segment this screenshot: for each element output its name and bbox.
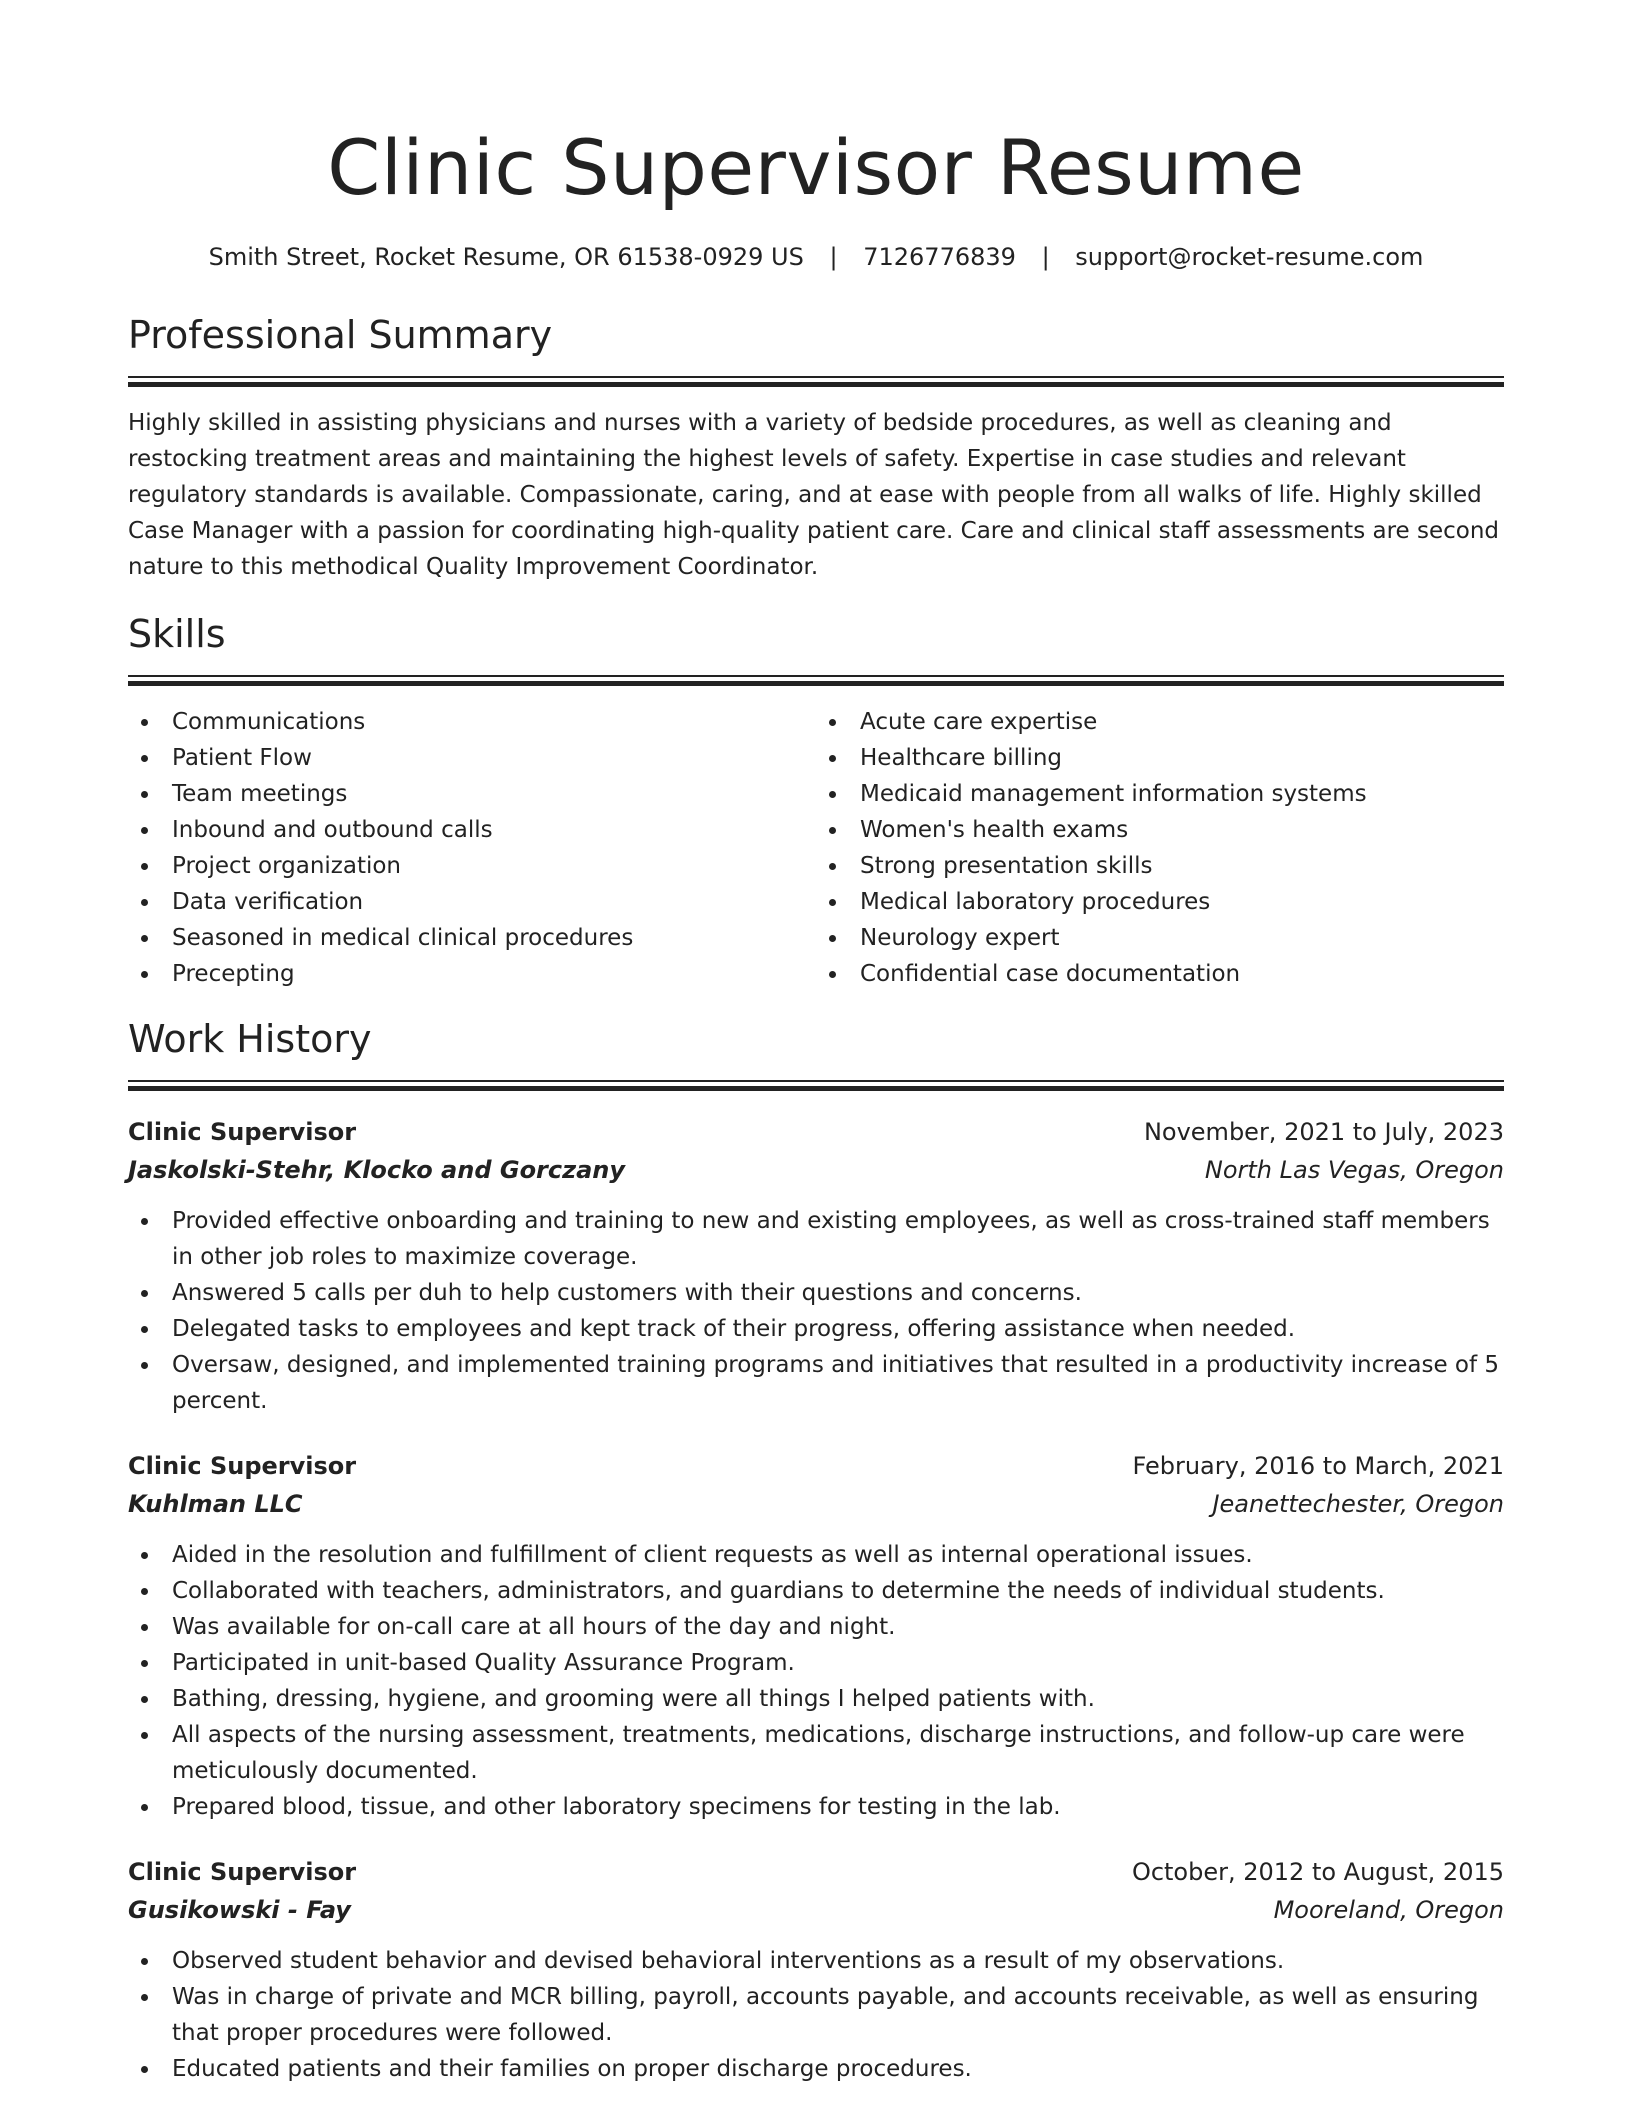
work-history-heading: Work History (128, 1017, 372, 1061)
job-header-row (128, 1853, 1504, 1891)
job-header-row (128, 1113, 1504, 1151)
skill-item: Neurology expert (816, 920, 1504, 956)
skill-item: Confidential case documentation (816, 956, 1504, 992)
skill-item: Inbound and outbound calls (128, 812, 816, 848)
summary-heading: Professional Summary (128, 313, 553, 357)
job-bullets (128, 1203, 1504, 1419)
job-location: Mooreland, Oregon (1273, 1896, 1504, 1924)
section-divider (128, 1080, 1504, 1091)
resume-title: Clinic Supervisor Resume (327, 123, 1305, 212)
contact-phone: 7126776839 (863, 243, 1016, 271)
job-bullet: Prepared blood, tissue, and other laboratory specimens for testing in the lab. (128, 1789, 1504, 1825)
skill-item: Patient Flow (128, 740, 816, 776)
job-location: Jeanettechester, Oregon (1212, 1490, 1504, 1518)
skills-list-left (128, 704, 816, 992)
job-location: North Las Vegas, Oregon (1204, 1156, 1504, 1184)
skill-item: Women's health exams (816, 812, 1504, 848)
contact-email: support@rocket-resume.com (1075, 243, 1424, 271)
section-divider (128, 675, 1504, 686)
skill-item: Strong presentation skills (816, 848, 1504, 884)
job-title: Clinic Supervisor (128, 1858, 357, 1886)
job-bullet: Answered 5 calls per duh to help customers with their questions and concerns. (128, 1275, 1504, 1311)
contact-address: Smith Street, Rocket Resume, OR 61538-0929 US (208, 243, 804, 271)
contact-separator: | (829, 243, 838, 271)
job-company-row (128, 1485, 1504, 1523)
job-bullet: Collaborated with teachers, administrators, and guardians to determine the needs of individual students. (128, 1573, 1504, 1609)
job-bullet: Bathing, dressing, hygiene, and grooming were all things I helped patients with. (128, 1681, 1504, 1717)
job-bullet: Aided in the resolution and fulfillment of client requests as well as internal operational issues. (128, 1537, 1504, 1573)
job-bullets (128, 1943, 1504, 2087)
job-company-row (128, 1151, 1504, 1189)
skill-item: Communications (128, 704, 816, 740)
job-bullet: Educated patients and their families on proper discharge procedures. (128, 2051, 1504, 2087)
job-company: Kuhlman LLC (128, 1490, 303, 1518)
skill-item: Project organization (128, 848, 816, 884)
job-bullet: Participated in unit-based Quality Assurance Program. (128, 1645, 1504, 1681)
job-bullets (128, 1537, 1504, 1825)
contact-separator: | (1041, 243, 1050, 271)
contact-line (128, 240, 1504, 274)
skill-item: Acute care expertise (816, 704, 1504, 740)
job-bullet: Oversaw, designed, and implemented training programs and initiatives that resulted in a productivity increase of 5 percent. (128, 1347, 1504, 1419)
skills-section (128, 609, 1504, 992)
job-dates: October, 2012 to August, 2015 (1131, 1858, 1504, 1886)
work-history-section (128, 1014, 1504, 2087)
job-company-row (128, 1891, 1504, 1929)
skill-item: Seasoned in medical clinical procedures (128, 920, 816, 956)
section-divider (128, 376, 1504, 387)
skill-item: Team meetings (128, 776, 816, 812)
skill-item: Medicaid management information systems (816, 776, 1504, 812)
skills-heading: Skills (128, 612, 226, 656)
job-entry (128, 1447, 1504, 1825)
skills-list-right (816, 704, 1504, 992)
skill-item: Healthcare billing (816, 740, 1504, 776)
summary-section (128, 310, 1504, 585)
job-title: Clinic Supervisor (128, 1452, 357, 1480)
skill-item: Precepting (128, 956, 816, 992)
job-bullet: Provided effective onboarding and training to new and existing employees, as well as cross-trained staff members in other job roles to maximize coverage. (128, 1203, 1504, 1275)
job-bullet: All aspects of the nursing assessment, treatments, medications, discharge instructions, and follow-up care were meticulously documented. (128, 1717, 1504, 1789)
job-company: Jaskolski-Stehr, Klocko and Gorczany (128, 1156, 626, 1184)
skills-columns (128, 704, 1504, 992)
job-title: Clinic Supervisor (128, 1118, 357, 1146)
job-bullet: Was in charge of private and MCR billing, payroll, accounts payable, and accounts receivable, as well as ensuring that proper procedures were followed. (128, 1979, 1504, 2051)
job-dates: November, 2021 to July, 2023 (1143, 1118, 1504, 1146)
summary-text: Highly skilled in assisting physicians and nurses with a variety of bedside procedures, as well as cleaning and restocking treatment areas and maintaining the highest levels of safety. Expertise in case studies and relevant regulatory standards is available. Compassionate, caring, and at ease with people from all walks of life. Highly skilled Case Manager with a passion for coordinating high-quality patient care. Care and clinical staff assessments are second nature to this methodical Quality Improvement Coordinator. (128, 410, 1500, 580)
skill-item: Data verification (128, 884, 816, 920)
job-header-row (128, 1447, 1504, 1485)
job-company: Gusikowski - Fay (128, 1896, 351, 1924)
job-dates: February, 2016 to March, 2021 (1132, 1452, 1504, 1480)
skill-item: Medical laboratory procedures (816, 884, 1504, 920)
job-bullet: Was available for on-call care at all hours of the day and night. (128, 1609, 1504, 1645)
job-bullet: Delegated tasks to employees and kept track of their progress, offering assistance when needed. (128, 1311, 1504, 1347)
job-entry (128, 1853, 1504, 2087)
job-entry (128, 1113, 1504, 1419)
job-bullet: Observed student behavior and devised behavioral interventions as a result of my observations. (128, 1943, 1504, 1979)
